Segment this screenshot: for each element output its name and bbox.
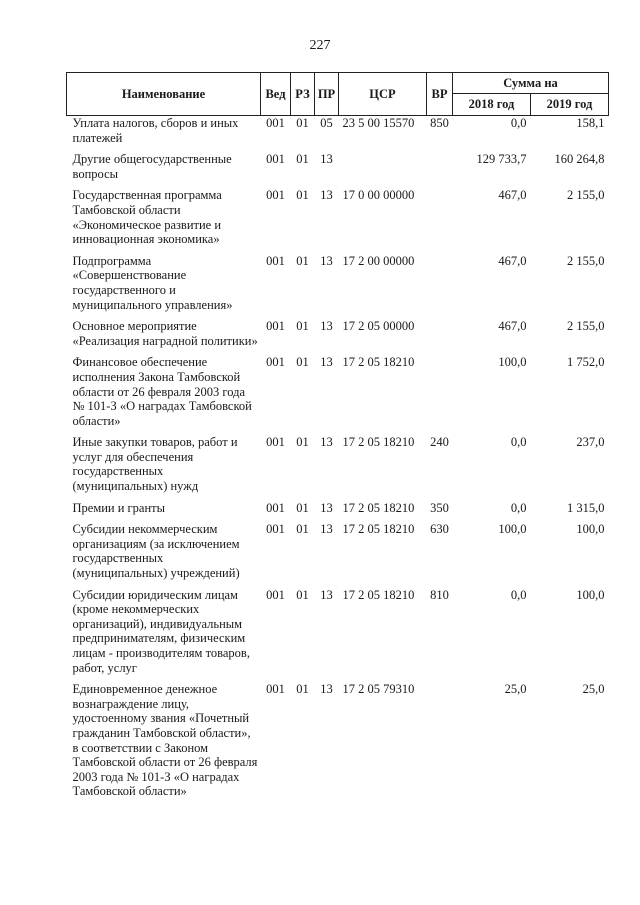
row-rz: 01 bbox=[296, 587, 309, 602]
row-ved: 001 bbox=[266, 587, 285, 602]
header-csr: ЦСР bbox=[339, 73, 427, 116]
budget-table bbox=[66, 72, 609, 806]
table-row bbox=[67, 501, 609, 523]
row-rz: 01 bbox=[296, 116, 309, 130]
row-csr: 17 2 05 18210 bbox=[342, 355, 415, 370]
row-name: Другие общегосударственные вопросы bbox=[72, 152, 232, 181]
row-amount-2018: 0,0 bbox=[510, 116, 527, 130]
row-pr: 13 bbox=[320, 587, 333, 602]
row-name: Финансовое обеспечение исполнения Закона Тамбовской области от 26 февраля 2003 года № 101-З «О наградах Тамбовской области» bbox=[72, 355, 252, 428]
row-pr: 13 bbox=[320, 152, 333, 167]
row-amount-2019: 1 315,0 bbox=[567, 500, 605, 515]
row-ved: 001 bbox=[266, 116, 285, 130]
page-number: 227 bbox=[309, 38, 331, 53]
row-csr bbox=[339, 152, 427, 188]
table-row bbox=[67, 588, 609, 683]
row-csr: 17 2 05 18210 bbox=[342, 522, 415, 537]
row-csr: 17 2 05 00000 bbox=[342, 319, 415, 334]
row-amount-2018: 467,0 bbox=[498, 319, 527, 334]
row-ved: 001 bbox=[266, 500, 285, 515]
row-csr: 17 2 05 18210 bbox=[342, 587, 415, 602]
row-amount-2018: 100,0 bbox=[498, 355, 527, 370]
row-name: Субсидии юридическим лицам (кроме некоммерческих организаций), индивидуальным предпринимателям, физическим лицам - производителям товаров, работ, услуг bbox=[72, 587, 250, 675]
header-sum: Сумма на bbox=[453, 73, 609, 94]
row-csr: 17 0 00 00000 bbox=[342, 188, 415, 203]
row-amount-2019: 2 155,0 bbox=[567, 319, 605, 334]
row-name: Субсидии некоммерческим организациям (за исключением государственных (муниципальных) учреждений) bbox=[72, 522, 240, 581]
row-amount-2019: 158,1 bbox=[576, 116, 605, 130]
row-ved: 001 bbox=[266, 319, 285, 334]
row-pr: 13 bbox=[320, 435, 333, 450]
row-amount-2018: 0,0 bbox=[510, 587, 527, 602]
row-vr bbox=[427, 319, 453, 355]
table-row bbox=[67, 435, 609, 500]
row-pr: 13 bbox=[320, 319, 333, 334]
row-name: Государственная программа Тамбовской области «Экономическое развитие и инновационная экономика» bbox=[72, 188, 222, 247]
row-csr: 23 5 00 15570 bbox=[342, 116, 415, 130]
table-row bbox=[67, 522, 609, 587]
header-year-2019: 2019 год bbox=[531, 94, 609, 116]
row-vr: 810 bbox=[430, 587, 449, 602]
header-pr: ПР bbox=[315, 73, 339, 116]
header-name: Наименование bbox=[67, 73, 261, 116]
row-ved: 001 bbox=[266, 253, 285, 268]
row-name: Единовременное денежное вознаграждение лицу, удостоенному звания «Почетный гражданин Тамбовской области», в соответствии с Законом Тамбовской области от 26 февраля 2003 года № 101-З «О наградах Тамбовской области» bbox=[72, 682, 258, 799]
row-ved: 001 bbox=[266, 522, 285, 537]
row-name: Премии и гранты bbox=[72, 500, 166, 515]
row-pr: 13 bbox=[320, 355, 333, 370]
table-row bbox=[67, 682, 609, 806]
row-amount-2018: 100,0 bbox=[498, 522, 527, 537]
row-amount-2019: 160 264,8 bbox=[554, 152, 605, 167]
row-rz: 01 bbox=[296, 319, 309, 334]
table-row bbox=[67, 355, 609, 435]
header-year-2018: 2018 год bbox=[453, 94, 531, 116]
row-pr: 13 bbox=[320, 253, 333, 268]
table-row bbox=[67, 254, 609, 319]
row-name: Иные закупки товаров, работ и услуг для обеспечения государственных (муниципальных) нужд bbox=[72, 435, 238, 494]
table-row bbox=[67, 152, 609, 188]
table-header bbox=[67, 73, 609, 116]
row-vr bbox=[427, 152, 453, 188]
row-amount-2019: 2 155,0 bbox=[567, 253, 605, 268]
header-vr: ВР bbox=[427, 73, 453, 116]
row-amount-2019: 237,0 bbox=[576, 435, 605, 450]
row-pr: 05 bbox=[320, 116, 333, 130]
row-vr: 240 bbox=[430, 435, 449, 450]
header-rz: РЗ bbox=[291, 73, 315, 116]
row-amount-2018: 25,0 bbox=[504, 682, 527, 697]
row-vr: 850 bbox=[430, 116, 449, 130]
row-csr: 17 2 05 79310 bbox=[342, 682, 415, 697]
row-vr bbox=[427, 254, 453, 319]
row-rz: 01 bbox=[296, 435, 309, 450]
row-ved: 001 bbox=[266, 188, 285, 203]
row-rz: 01 bbox=[296, 152, 309, 167]
row-amount-2018: 467,0 bbox=[498, 253, 527, 268]
row-name: Подпрограмма «Совершенствование государственного и муниципального управления» bbox=[72, 253, 233, 312]
row-pr: 13 bbox=[320, 522, 333, 537]
table-row bbox=[67, 188, 609, 253]
row-amount-2018: 0,0 bbox=[510, 500, 527, 515]
row-amount-2018: 0,0 bbox=[510, 435, 527, 450]
row-name: Уплата налогов, сборов и иных платежей bbox=[72, 116, 239, 145]
row-pr: 13 bbox=[320, 500, 333, 515]
header-ved: Вед bbox=[261, 73, 291, 116]
row-name: Основное мероприятие «Реализация наградной политики» bbox=[72, 319, 258, 348]
row-amount-2019: 100,0 bbox=[576, 522, 605, 537]
row-ved: 001 bbox=[266, 435, 285, 450]
row-amount-2019: 25,0 bbox=[582, 682, 605, 697]
row-vr: 630 bbox=[430, 522, 449, 537]
row-ved: 001 bbox=[266, 355, 285, 370]
row-vr: 350 bbox=[430, 500, 449, 515]
row-rz: 01 bbox=[296, 500, 309, 515]
row-ved: 001 bbox=[266, 682, 285, 697]
row-amount-2018: 467,0 bbox=[498, 188, 527, 203]
row-amount-2019: 1 752,0 bbox=[567, 355, 605, 370]
row-ved: 001 bbox=[266, 152, 285, 167]
row-rz: 01 bbox=[296, 253, 309, 268]
row-rz: 01 bbox=[296, 682, 309, 697]
row-amount-2019: 2 155,0 bbox=[567, 188, 605, 203]
row-rz: 01 bbox=[296, 188, 309, 203]
row-csr: 17 2 05 18210 bbox=[342, 435, 415, 450]
table-row bbox=[67, 319, 609, 355]
row-amount-2019: 100,0 bbox=[576, 587, 605, 602]
row-vr bbox=[427, 188, 453, 253]
table-row bbox=[67, 116, 609, 153]
row-vr bbox=[427, 355, 453, 435]
row-rz: 01 bbox=[296, 355, 309, 370]
row-amount-2018: 129 733,7 bbox=[476, 152, 527, 167]
table-body bbox=[67, 116, 609, 806]
row-csr: 17 2 05 18210 bbox=[342, 500, 415, 515]
row-csr: 17 2 00 00000 bbox=[342, 253, 415, 268]
row-pr: 13 bbox=[320, 188, 333, 203]
row-pr: 13 bbox=[320, 682, 333, 697]
row-vr bbox=[427, 682, 453, 806]
row-rz: 01 bbox=[296, 522, 309, 537]
